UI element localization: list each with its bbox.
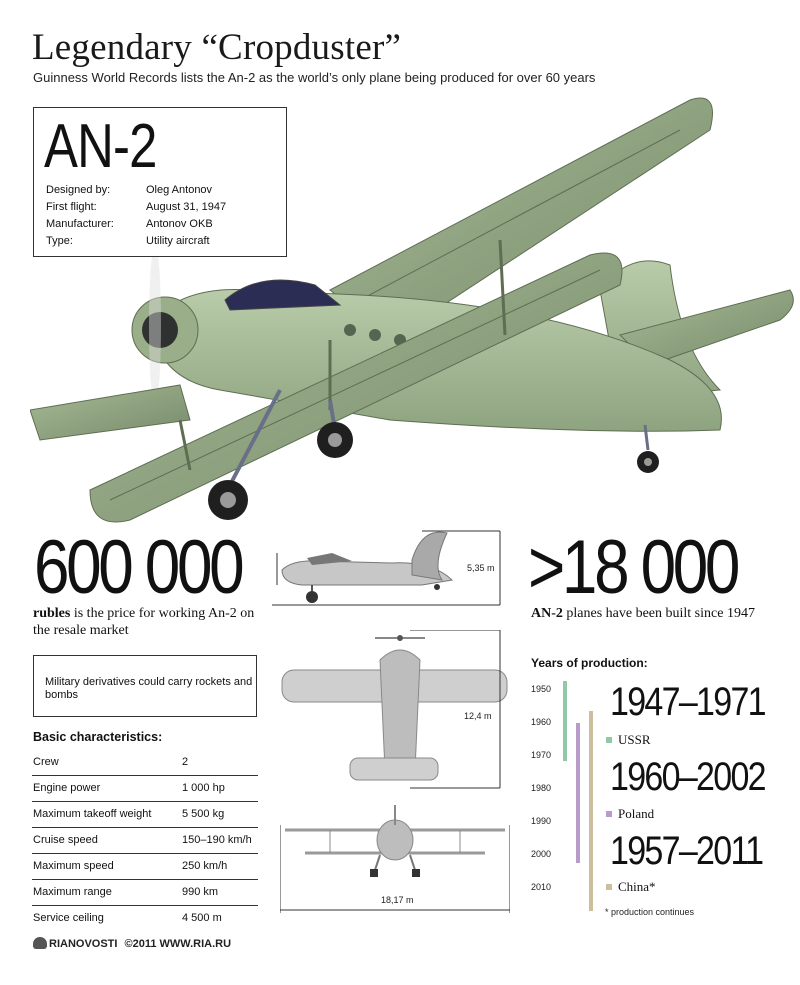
price-caption-text: is the price for working An-2 on the resale market	[33, 606, 255, 638]
char-value: 5 500 kg	[182, 808, 225, 820]
built-caption	[531, 605, 791, 622]
page-subtitle: Guinness World Records lists the An-2 as the world’s only plane being produced for over 60 years	[33, 70, 596, 85]
country-name: China*	[618, 879, 656, 894]
char-value: 990 km	[182, 886, 219, 898]
footer-brand: RIANOVOSTI	[49, 938, 118, 950]
price-value: 600 000	[34, 525, 242, 610]
char-value: 1 000 hp	[182, 782, 225, 794]
table-row	[32, 802, 258, 828]
spec-key: Designed by:	[46, 184, 111, 196]
char-value: 4 500 m	[182, 912, 222, 924]
table-row	[32, 854, 258, 880]
year-tick: 1950	[531, 684, 552, 694]
ussr-range: 1947–1971	[610, 680, 765, 724]
table-row	[32, 906, 258, 931]
spec-row-designer	[46, 184, 212, 196]
ussr-swatch	[606, 737, 612, 743]
model-name: AN-2	[44, 112, 157, 181]
built-value: >18 000	[528, 525, 738, 610]
year-tick: 2000	[531, 849, 552, 859]
wingspan-dimension: 18,17 m	[381, 895, 414, 905]
spec-key: Type:	[46, 235, 73, 247]
footer-copyright: ©2011 WWW.RIA.RU	[124, 938, 232, 950]
china-swatch	[606, 884, 612, 890]
spec-infobox	[33, 107, 287, 257]
poland-swatch	[606, 811, 612, 817]
military-note: Military derivatives could carry rockets and bombs	[33, 655, 257, 717]
char-key: Crew	[33, 756, 59, 768]
year-tick: 2010	[531, 882, 552, 892]
china-production-bar	[589, 711, 593, 911]
year-tick: 1980	[531, 783, 552, 793]
spec-row-manufacturer	[46, 218, 213, 230]
char-value: 150–190 km/h	[182, 834, 252, 846]
poland-production-bar	[576, 723, 580, 863]
char-key: Cruise speed	[33, 834, 98, 846]
char-key: Service ceiling	[33, 912, 104, 924]
production-title: Years of production:	[531, 656, 648, 670]
country-name: Poland	[618, 806, 655, 821]
char-key: Maximum speed	[33, 860, 114, 872]
char-value: 2	[182, 756, 189, 768]
year-tick: 1990	[531, 816, 552, 826]
spec-row-first-flight	[46, 201, 226, 213]
basic-characteristics-title: Basic characteristics:	[33, 730, 163, 744]
spec-value: Utility aircraft	[146, 235, 210, 247]
top-view-diagram	[280, 630, 510, 790]
spec-row-type	[46, 235, 210, 247]
production-footnote: * production continues	[605, 907, 695, 917]
price-caption-unit: rubles	[33, 606, 71, 621]
poland-label	[606, 806, 654, 822]
height-dimension: 5,35 m	[467, 563, 495, 573]
spec-value: Oleg Antonov	[146, 184, 213, 196]
poland-range: 1960–2002	[610, 755, 765, 799]
char-key: Maximum takeoff weight	[33, 808, 152, 820]
spec-value: August 31, 1947	[146, 201, 227, 213]
spec-key: First flight:	[46, 201, 97, 213]
table-row	[32, 828, 258, 854]
char-key: Maximum range	[33, 886, 112, 898]
table-row	[32, 750, 258, 776]
page-title: Legendary “Cropduster”	[32, 27, 402, 68]
table-row	[32, 880, 258, 906]
length-dimension: 12,4 m	[464, 711, 492, 721]
spec-key: Manufacturer:	[46, 218, 114, 230]
country-name: USSR	[618, 732, 651, 747]
built-caption-model: AN-2	[531, 606, 563, 621]
china-label	[606, 879, 656, 895]
table-row	[32, 776, 258, 802]
char-value: 250 km/h	[182, 860, 228, 872]
spec-value: Antonov OKB	[146, 218, 213, 230]
footer	[33, 937, 231, 950]
built-caption-text: planes have been built since 1947	[562, 606, 755, 621]
year-tick: 1970	[531, 750, 552, 760]
ria-logo-icon	[33, 937, 47, 949]
characteristics-table	[32, 750, 258, 931]
price-caption	[33, 605, 273, 639]
year-tick: 1960	[531, 717, 552, 727]
ussr-label	[606, 732, 651, 748]
ussr-production-bar	[563, 681, 567, 761]
china-range: 1957–2011	[610, 829, 763, 873]
char-key: Engine power	[33, 782, 101, 794]
